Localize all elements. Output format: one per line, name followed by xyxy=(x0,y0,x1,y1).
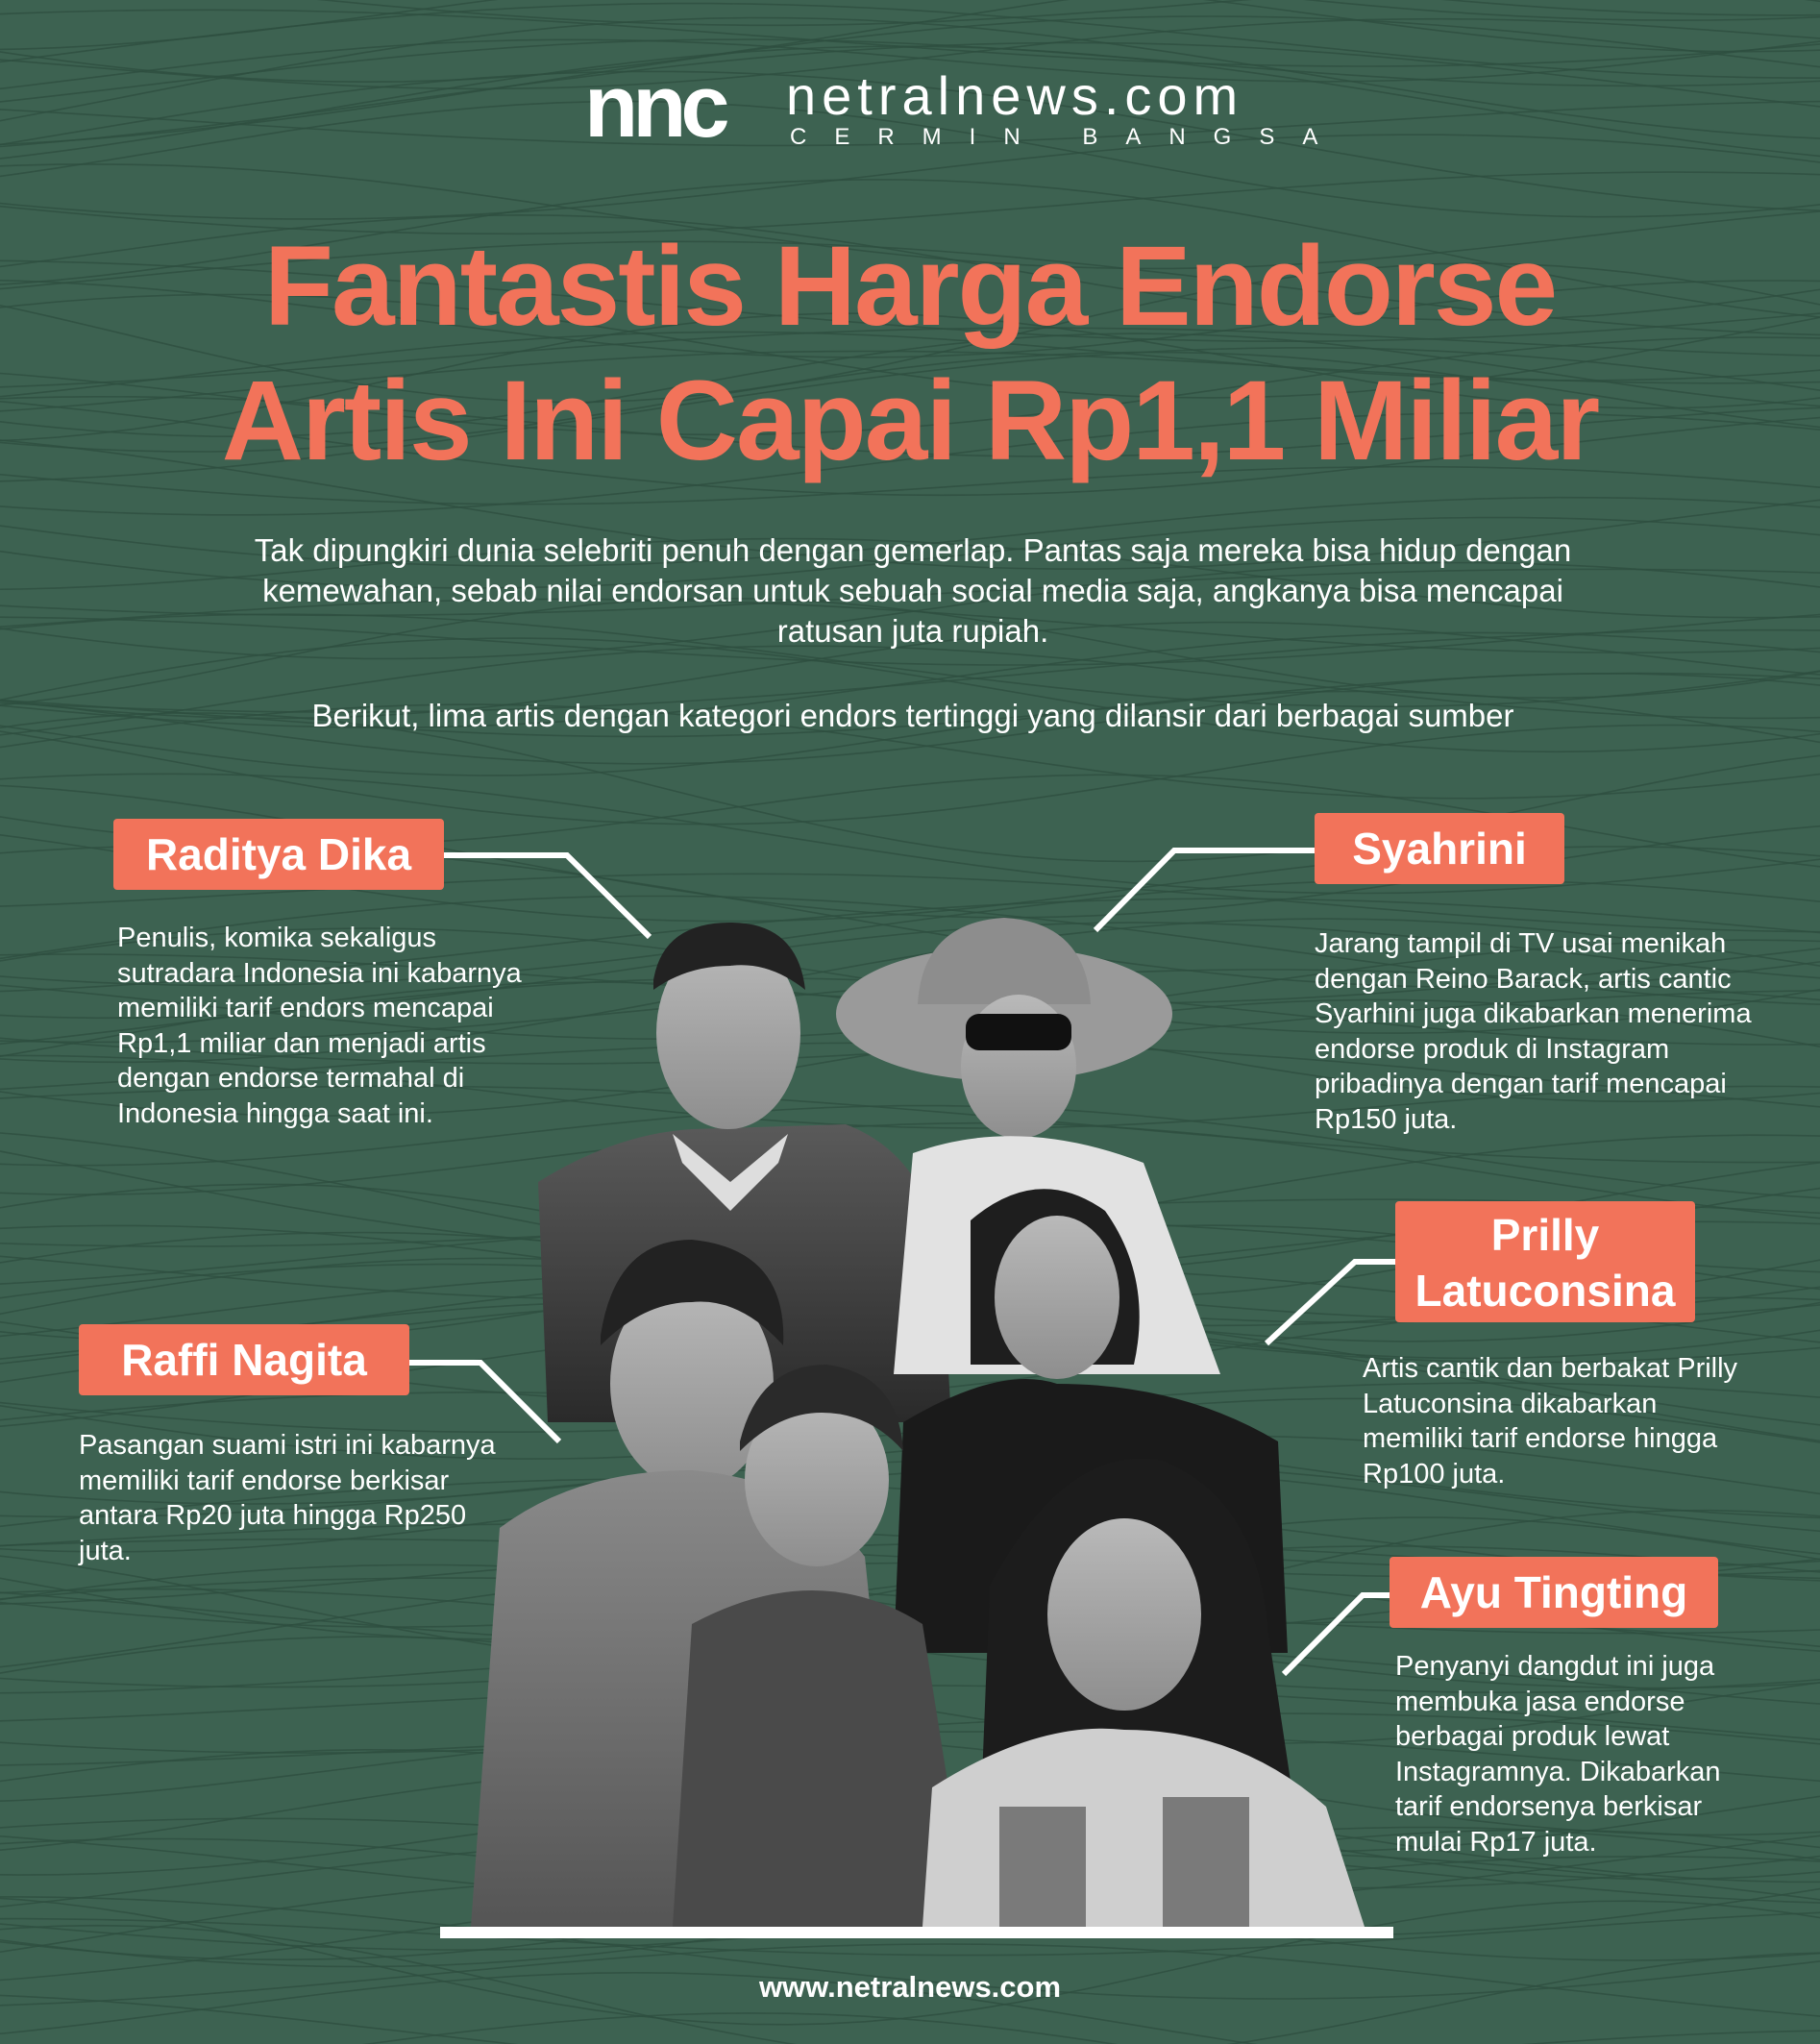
footer-url[interactable]: www.netralnews.com xyxy=(758,1970,1062,2004)
desc-prilly-latuconsina: Artis cantik dan berbakat Prilly Latuconsina dikabarkan memiliki tarif endorse hingga Rp100 juta. xyxy=(1363,1353,1738,1490)
label-prilly-line-2: Latuconsina xyxy=(1414,1266,1676,1316)
connector-prilly xyxy=(1267,1262,1395,1343)
title-line-1: Fantastis Harga Endorse xyxy=(263,223,1557,350)
intro-paragraph: Tak dipungkiri dunia selebriti penuh dengan gemerlap. Pantas saja mereka bisa hidup dengan kemewahan, sebab nilai endorsan untuk sebuah social media saja, angkanya bisa mencapai ratusan juta rupiah. xyxy=(254,532,1572,649)
intro-subparagraph: Berikut, lima artis dengan kategori endors tertinggi yang dilansir dari berbagai sumber xyxy=(311,698,1514,733)
desc-syahrini: Jarang tampil di TV usai menikah dengan Reino Barack, artis cantic Syarhini juga dikabarkan menerima endorse produk di Instagram pribadinya dengan tarif mencapai Rp150 juta. xyxy=(1315,928,1752,1135)
label-raditya-dika: Raditya Dika xyxy=(113,819,444,890)
connector-ayu xyxy=(1284,1595,1390,1674)
logo-tagline: CERMIN BANGSA xyxy=(790,124,1346,150)
title-line-2: Artis Ini Capai Rp1,1 Miliar xyxy=(221,357,1599,484)
label-syahrini: Syahrini xyxy=(1315,813,1564,884)
label-raffi-nagita: Raffi Nagita xyxy=(79,1324,409,1395)
label-ayu-tingting: Ayu Tingting xyxy=(1390,1557,1718,1628)
label-prilly-latuconsina xyxy=(1395,1201,1695,1322)
desc-raditya-dika: Penulis, komika sekaligus sutradara Indonesia ini kabarnya memiliki tarif endors mencapai Rp1,1 miliar dan menjadi artis dengan endorse termahal di Indonesia hingga saat ini. xyxy=(117,923,522,1129)
label-prilly-line-1: Prilly xyxy=(1490,1210,1600,1260)
desc-raffi-nagita: Pasangan suami istri ini kabarnya memiliki tarif endorse berkisar antara Rp20 juta hingga Rp250 juta. xyxy=(79,1430,496,1566)
logo-name: netralnews.com xyxy=(786,65,1244,126)
desc-ayu-tingting: Penyanyi dangdut ini juga membuka jasa endorse berbagai produk lewat Instagramnya. Dikabarkan tarif endorsenya berkisar mulai Rp17 juta. xyxy=(1395,1651,1721,1858)
svg-text:nnc: nnc xyxy=(584,73,725,150)
divider-line xyxy=(440,1927,1393,1938)
connector-syahrini xyxy=(1095,850,1315,930)
